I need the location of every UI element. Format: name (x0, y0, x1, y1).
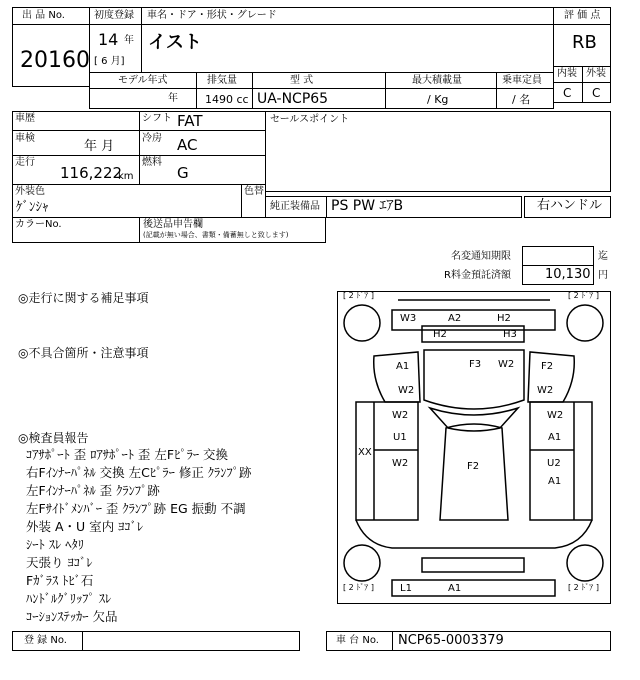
history-label: 車歴 (15, 113, 35, 124)
fuel-label: 燃料 (142, 157, 162, 168)
exterior-color-value: ｹﾞﾝｼｬ (16, 200, 49, 215)
windshield (430, 408, 518, 431)
ac-value: AC (177, 136, 198, 154)
lot-number: 20160 (20, 48, 90, 73)
displacement-label: 排気量 (207, 75, 237, 86)
chassis-number: NCP65-0003379 (398, 633, 504, 648)
shift-label: シフト (142, 113, 172, 124)
wheel-front-right (567, 305, 603, 341)
inspection-label: 車検 (15, 133, 35, 144)
aftermarket-note: (記載が無い場合、書類・備蓄無しと致します) (143, 231, 289, 239)
fuel-value: G (177, 164, 189, 182)
defects-label: ◎不具合箇所・注意事項 (18, 346, 149, 360)
model-year-unit: 年 (168, 93, 178, 104)
mark-grille-r: H3 (503, 329, 517, 340)
model-year-label: モデル年式 (118, 75, 168, 86)
lot-label: 出 品 No. (22, 10, 65, 21)
inspector-report-line: ｼｰﾄ ｽﾚ ﾍﾀﾘ (26, 537, 84, 552)
exterior-label: 外装 (586, 68, 606, 79)
inspector-report-line: 天張り ﾖｺﾞﾚ (26, 555, 93, 570)
rear-body (356, 520, 592, 548)
name-change-label: 名変通知期限 (451, 251, 511, 262)
mark-grille-l: H2 (433, 329, 447, 340)
mark-right-rear-1: U2 (547, 458, 561, 469)
inspection-value: 年 月 (84, 139, 115, 154)
recycle-unit: 円 (598, 270, 608, 281)
inspector-report-line: ｺｱｻﾎﾟｰﾄ 歪 ﾛｱｻﾎﾟｰﾄ 歪 左Fﾋﾟﾗｰ 交換 (26, 447, 229, 462)
left-side-body (356, 402, 418, 520)
inspector-report-line: Fｶﾞﾗｽ ﾄﾋﾞ石 (26, 573, 94, 588)
sales-point-label: セールスポイント (270, 114, 350, 125)
first-registration-label: 初度登録 (94, 10, 134, 21)
car-name: イスト (148, 32, 202, 53)
mark-left-fender-2: W2 (398, 385, 415, 396)
name-change-unit: 迄 (598, 251, 608, 262)
max-load-label: 最大積載量 (412, 75, 462, 86)
wheel-rear-left (344, 545, 380, 581)
inspector-report-line: 左Fｲﾝﾅｰﾊﾟﾈﾙ 歪 ｸﾗﾝﾌﾟ跡 (26, 483, 160, 498)
chassis-label: 車 台 No. (336, 635, 379, 646)
mark-front-bumper-l: W3 (400, 313, 417, 324)
aftermarket-label: 後送品申告欄 (143, 219, 203, 230)
shift-value: FAT (177, 112, 203, 130)
wheel-front-left (344, 305, 380, 341)
type-label: 型 式 (290, 75, 314, 86)
recycle-label: R料金預託済額 (444, 270, 511, 281)
inspector-report-line: ｺｰｼｮﾝｽﾃｯｶｰ 欠品 (26, 609, 118, 624)
genuine-equipment-value: PS PW ｴｱB (331, 198, 404, 214)
mark-right-rear-2: A1 (548, 476, 562, 487)
exterior-grade: C (592, 86, 601, 100)
mark-right-fender-2: W2 (537, 385, 554, 396)
rear-bumper (392, 580, 555, 596)
rear-lights (422, 558, 524, 572)
first-registration-year: 14 (98, 30, 119, 49)
front-bumper (392, 310, 555, 330)
ac-label: 冷房 (142, 133, 162, 144)
interior-label: 内装 (557, 68, 577, 79)
driving-notes-label: ◎走行に関する補足事項 (18, 291, 149, 305)
capacity-value: / 名 (512, 93, 531, 106)
wheel-rear-right (567, 545, 603, 581)
color-no-label: カラーNo. (15, 219, 62, 230)
car-name-label: 車名・ドア・形状・グレード (147, 10, 277, 21)
mark-rear-bumper-l: L1 (400, 583, 412, 594)
mark-left-door-2: U1 (393, 432, 407, 443)
steering-value: 右ハンドル (537, 198, 603, 213)
rating-score: RB (572, 32, 597, 53)
door-count-top-left: [ 2 ﾄﾞｱ ] (343, 291, 374, 300)
capacity-label: 乗車定員 (502, 75, 542, 86)
inspector-report-line: 左Fｻｲﾄﾞﾒﾝﾊﾞｰ 歪 ｸﾗﾝﾌﾟ跡 EG 振動 不調 (26, 501, 246, 516)
mark-hood-1: F3 (469, 359, 482, 370)
mark-left-fender-1: A1 (396, 361, 410, 372)
inspector-report-line: ﾊﾝﾄﾞﾙｸﾞﾘｯﾌﾟ ｽﾚ (26, 591, 112, 606)
genuine-equipment-label: 純正装備品 (270, 201, 320, 212)
exterior-color-label: 外装色 (15, 186, 45, 197)
door-count-bottom-left: [ 2 ﾄﾞｱ ] (343, 583, 374, 592)
mark-front-bumper-r: H2 (497, 313, 511, 324)
displacement-value: 1490 cc (205, 93, 249, 106)
mark-roof: F2 (467, 461, 480, 472)
mark-right-fender-1: F2 (541, 361, 554, 372)
recycle-amount: 10,130 (545, 267, 591, 282)
mark-left-side: XX (358, 447, 372, 458)
model-code: UA-NCP65 (257, 91, 329, 107)
mark-right-door-1: W2 (547, 410, 564, 421)
max-load-value: / Kg (427, 93, 449, 106)
mark-left-rear-1: W2 (392, 458, 409, 469)
registration-label: 登 録 No. (24, 635, 67, 646)
mark-rear-bumper-c: A1 (448, 583, 462, 594)
rating-label: 評 価 点 (564, 10, 601, 21)
mark-hood-2: W2 (498, 359, 515, 370)
inspector-report-line: 右Fｲﾝﾅｰﾊﾟﾈﾙ 交換 左Cﾋﾟﾗｰ 修正 ｸﾗﾝﾌﾟ跡 (26, 465, 252, 480)
mark-left-door-1: W2 (392, 410, 409, 421)
year-unit: 年 (124, 35, 134, 46)
recolor-label: 色替 (244, 186, 264, 197)
mileage-value: 116,222 (60, 164, 123, 182)
interior-grade: C (563, 86, 572, 100)
first-registration-month: [ 6 月] (94, 56, 125, 67)
mileage-unit: km (118, 171, 134, 182)
mark-front-bumper-c: A2 (448, 313, 462, 324)
door-count-bottom-right: [ 2 ﾄﾞｱ ] (568, 583, 599, 592)
mark-right-door-2: A1 (548, 432, 562, 443)
inspector-report-line: 外装 A・U 室内 ﾖｺﾞﾚ (26, 519, 144, 534)
door-count-top-right: [ 2 ﾄﾞｱ ] (568, 291, 599, 300)
inspector-report-label: ◎検査員報告 (18, 431, 89, 445)
roof (440, 424, 508, 520)
mileage-label: 走行 (15, 157, 35, 168)
